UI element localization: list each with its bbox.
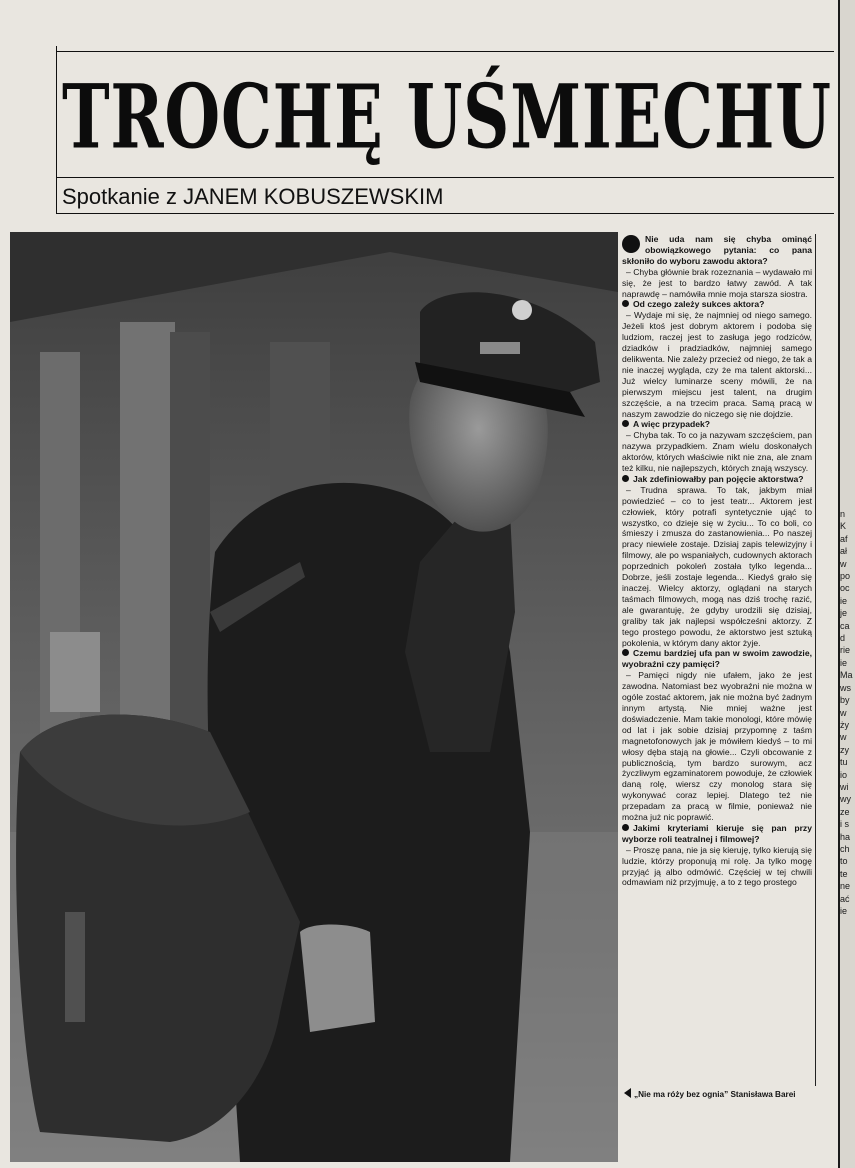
fragment-line: by xyxy=(840,695,850,706)
fragment-line: ać xyxy=(840,893,850,904)
interview-answer xyxy=(622,430,812,474)
photo-illustration xyxy=(10,232,618,1162)
header-frame-left-rule xyxy=(56,46,57,214)
fragment-line: af xyxy=(840,533,848,544)
article-subtitle: Spotkanie z JANEM KOBUSZEWSKIM xyxy=(62,184,444,209)
interview-question xyxy=(622,823,812,845)
paragraph-text: Nie uda nam się chyba ominąć obowiązkowego pytania: co pana skłoniło do wyboru zawodu aktora? xyxy=(622,234,812,266)
paragraph-text: – Trudna sprawa. To tak, jakbym miał powiedzieć – co to jest teatr... Aktorem jest człowiek, który potrafi syntetycznie ująć to wszystko, co dzieje się w życiu... To co boli, co śmieszy i zmusza do zastanowienia... Po naszej pracy niewiele zostaje. Dzisiaj zapis telewizyjny i filmowy, ale po wspaniałych, cudownych aktorach poprzednich pokoleń została tylko legenda... Dobrze, jeśli zostaje legenda... Kiedyś grało się inaczej. Wielcy aktorzy, oglądani na starych taśmach filmowych, mogą nas dziś trochę razić, ale gwarantuję, że gdyby urodzili się dzisiaj, graliby tak jak najlepsi współcześni aktorzy. Z tego prostego powodu, że aktorstwo jest sztuką pokolenia, w którym dany aktor żyje. xyxy=(622,484,812,648)
bullet-icon xyxy=(622,475,629,482)
header-middle-rule xyxy=(56,177,834,178)
fragment-line: n xyxy=(840,509,846,519)
fragment-line: wi xyxy=(840,781,849,792)
paragraph-text: – Chyba głównie brak rozeznania – wydawało mi się, że jest to bardzo łatwy zawód. A tak naprawdę – namówiła mnie moja starsza siostra. xyxy=(622,266,812,299)
interview-answer xyxy=(622,267,812,300)
fragment-line: zy xyxy=(840,744,849,755)
fragment-line: tu xyxy=(840,757,848,768)
bullet-icon xyxy=(622,824,629,831)
interview-question xyxy=(622,474,812,485)
bullet-icon xyxy=(622,235,640,253)
fragment-line: K xyxy=(840,521,847,532)
fragment-line: te xyxy=(840,868,848,879)
interview-answer xyxy=(622,845,812,889)
paragraph-text: Czemu bardziej ufa pan w swoim zawodzie, wyobraźni czy pamięci? xyxy=(622,648,812,670)
fragment-line: ca xyxy=(840,620,850,631)
interview-question xyxy=(622,648,812,670)
header-bottom-rule xyxy=(56,213,834,214)
photo-caption-text: „Nie ma róży bez ognia” Stanisława Barei xyxy=(634,1090,796,1099)
fragment-line: rie xyxy=(840,645,851,656)
fragment-line: Ma xyxy=(840,670,853,681)
header-top-rule xyxy=(56,51,834,52)
fragment-line: je xyxy=(840,608,848,619)
fragment-line: ch xyxy=(840,843,850,854)
paragraph-text: Jakimi kryteriami kieruje się pan przy wyborze roli teatralnej i filmowej? xyxy=(622,822,812,844)
fragment-line: ie xyxy=(840,906,848,916)
article-photo xyxy=(10,232,618,1162)
bullet-icon xyxy=(622,649,629,656)
fragment-line: w xyxy=(840,558,847,569)
fragment-line: ne xyxy=(840,881,851,892)
paragraph-text: – Chyba tak. To co ja nazywam szczęściem, pan nazywa przypadkiem. Znam wielu doskonałych aktorów, których właściwie nikt nie zna, ale znam też kilku, nie najlepszych, których znają wszyscy. xyxy=(622,430,812,474)
paragraph-text: A więc przypadek? xyxy=(633,419,711,430)
bullet-icon xyxy=(622,420,629,427)
paragraph-text: – Pamięci nigdy nie ufałem, jako że jest zawodna. Natomiast bez wyobraźni nie można w ogóle zostać aktorem, jak nie można być żadnym innym artystą. Nie mniej ważne jest doświadczenie. Mam takie monologi, które mówię od lat i jak sobie dzisiaj przypomnę z taśm magnetofonowych jak je mówiłem kiedyś – to mi włosy dęba stają na głowie... Czyli obcowanie z publicznością, tym bardzo surowym, acz życzliwym egzaminatorem powoduje, że człowiek daną rolę, wiersz czy monolog stara się wykonywać coraz lepiej. Dlatego też nie przepadam za pracą w filmie, ponieważ nie można już nic poprawić. xyxy=(622,670,812,823)
fragment-line: d xyxy=(840,633,846,644)
photo-caption xyxy=(624,1087,814,1103)
fragment-line: w xyxy=(840,707,847,718)
fragment-line: ze xyxy=(840,806,850,817)
fragment-line: ha xyxy=(840,831,851,842)
paragraph-text: – Wydaje mi się, że najmniej od niego samego. Jeżeli ktoś jest dobrym aktorem i podoba się ludziom, raczej jest to zasługa jego rodziców, dziadków i pradziadków, najmniej samego delikwenta. Nie zależy przecież od niego, że tak a nie inaczej wygląda, czy że ma talent aktorski... Już wielcy luminarze sceny mówili, że na pierwszym miejscu jest talent, na drugim szczęście, a na trzecim praca. Samą pracą w naszym zawodzie do niczego się nie dojdzie. xyxy=(622,310,812,419)
fragment-line: ws xyxy=(840,682,851,693)
caption-arrow-icon xyxy=(624,1088,631,1098)
fragment-line: ał xyxy=(840,546,848,557)
interview-question xyxy=(622,234,812,267)
adjacent-page-text-fragments xyxy=(840,508,855,1068)
interview-answer xyxy=(622,485,812,649)
interview-answer xyxy=(622,670,812,823)
fragment-line: po xyxy=(840,571,851,582)
article-headline: TROCHĘ UŚMIECHU xyxy=(62,64,832,169)
interview-text-column xyxy=(622,234,816,1086)
paragraph-text: Jak zdefiniowałby pan pojęcie aktorstwa? xyxy=(633,473,804,484)
fragment-line: i s xyxy=(840,819,849,830)
fragment-line: io xyxy=(840,769,848,780)
interview-question xyxy=(622,419,812,430)
fragment-line: wy xyxy=(840,794,851,805)
fragment-line: oc xyxy=(840,583,850,594)
fragment-line: ie xyxy=(840,657,848,668)
fragment-line: ży xyxy=(840,719,849,730)
fragment-line: w xyxy=(840,732,847,743)
paragraph-text: Od czego zależy sukces aktora? xyxy=(633,299,765,310)
paragraph-text: – Proszę pana, nie ja się kieruję, tylko kierują się ludzie, którzy proponują mi rolę. Ja tylko mogę przyjąć ją albo odmówić. Częściej w tej chwili odmawiam niż przyjmuję, a to z tego prostego xyxy=(622,844,812,888)
interview-question xyxy=(622,299,812,310)
interview-answer xyxy=(622,310,812,419)
bullet-icon xyxy=(622,300,629,307)
fragment-line: to xyxy=(840,856,848,867)
fragment-line: ie xyxy=(840,595,848,606)
